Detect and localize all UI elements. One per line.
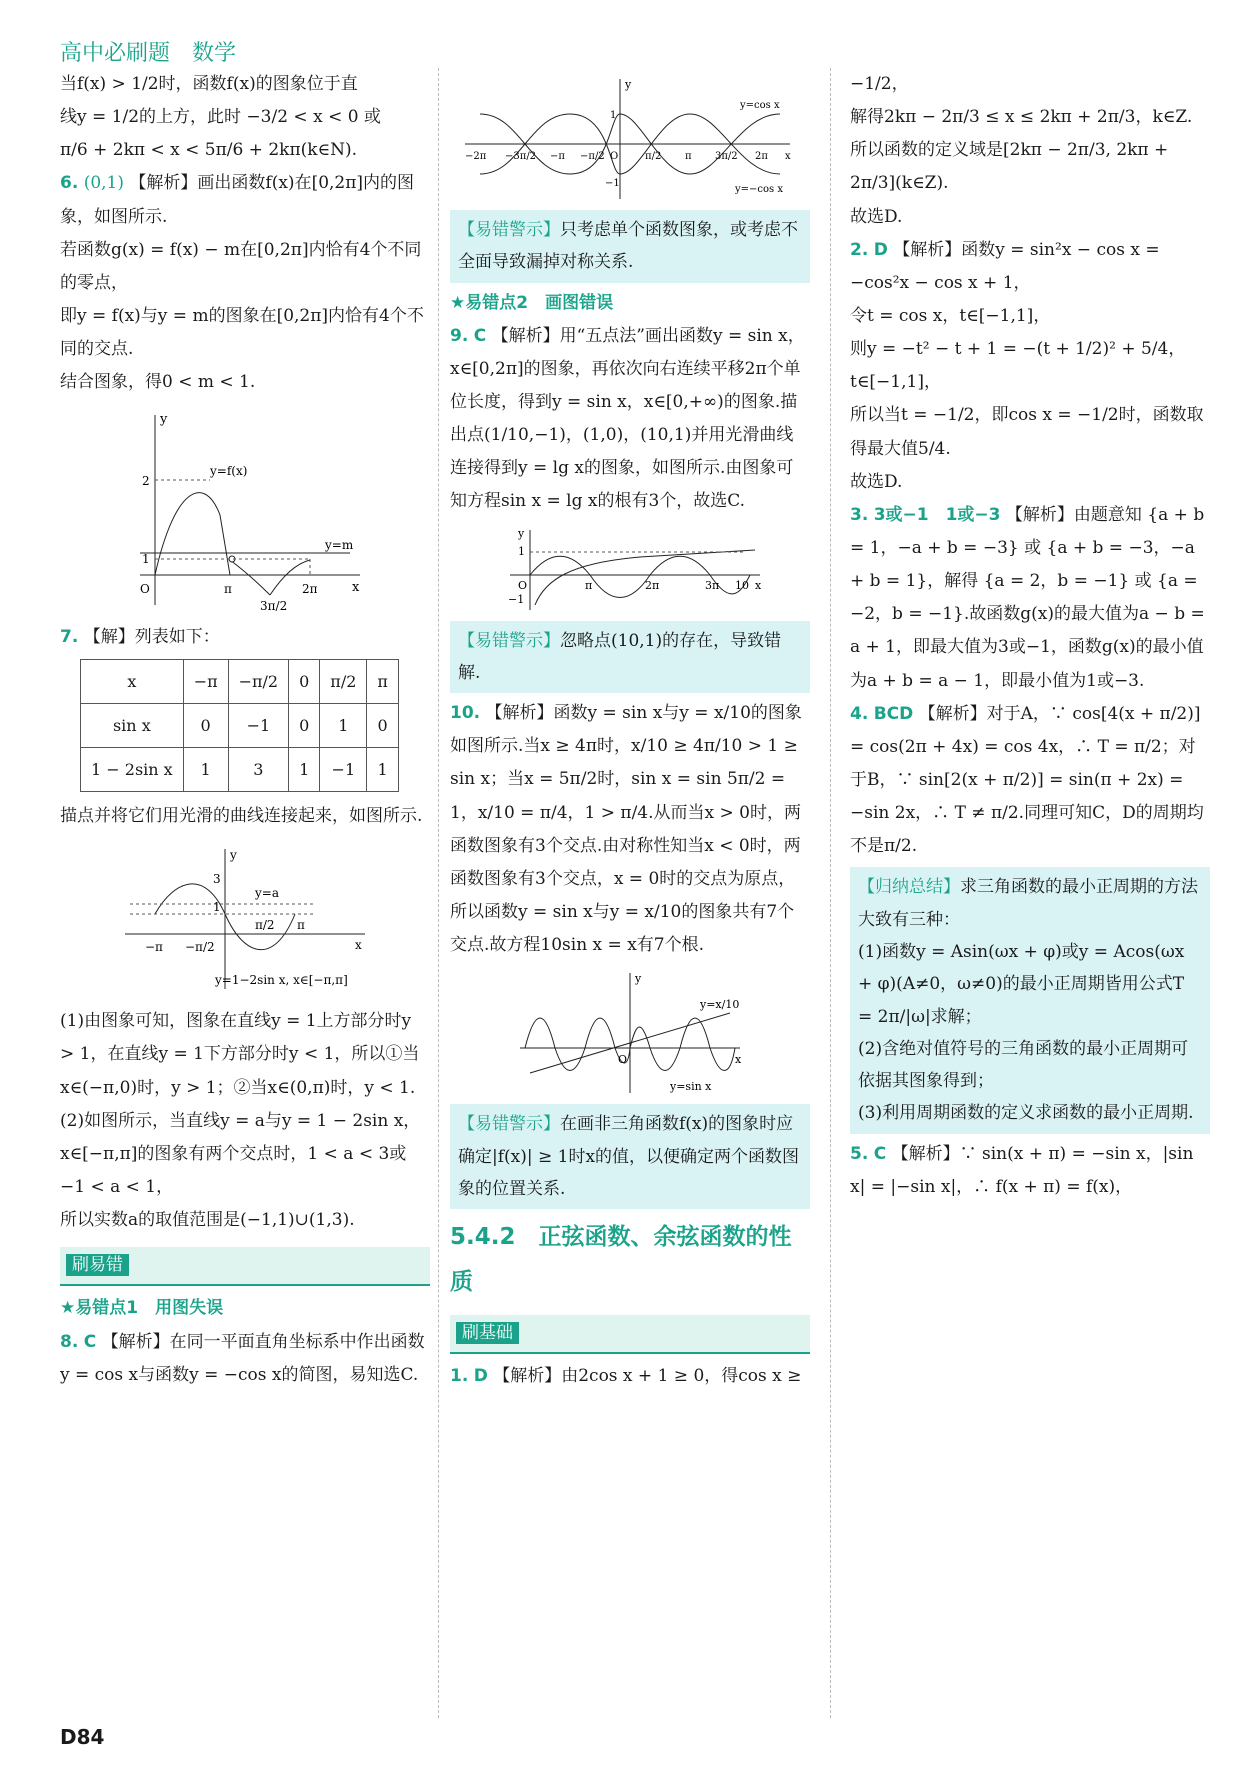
table-row	[81, 747, 399, 791]
solution-text: 【解析】对于A，∵ cos[4(x + π/2)] = cos(2π + 4x) = cos 4x，∴ T = π/2；对于B，∵ sin[2(x + π/2)] = sin(π + 2x) = −sin 2x，∴ T ≠ π/2.同理可知C，D的周期均不是π/2.	[850, 703, 1204, 857]
figure-q7-graph	[115, 839, 375, 999]
question-2	[850, 234, 1210, 300]
question-number: 9.	[450, 325, 469, 346]
answer: BCD	[873, 703, 914, 724]
text-line: 线y = 1/2的上方，此时 −3/2 < x < 0 或	[60, 107, 381, 128]
curve-label: y=f(x)	[210, 464, 248, 479]
tick-label: π	[224, 582, 232, 597]
axis-label: y	[625, 78, 632, 91]
question-10	[450, 697, 810, 962]
solution-text: 【解析】画出函数f(x)在[0,2π]内的图象，如图所示.	[60, 173, 415, 227]
text-line: 即y = f(x)与y = m的图象在[0,2π]内恰有4个不同的交点.	[60, 305, 424, 360]
tick-label: π	[297, 918, 305, 933]
column-1	[60, 68, 430, 1392]
table-cell: π	[367, 659, 399, 703]
warning-box	[450, 1104, 810, 1209]
text-line: 则y = −t² − t + 1 = −(t + 1/2)² + 5/4，t∈[−1,1]，	[850, 339, 1186, 393]
origin-label: O	[618, 1053, 628, 1067]
axis-label: x	[735, 1053, 742, 1067]
solution-text: 【解析】用“五点法”画出函数y = sin x，x∈[0,2π]的图象，再依次向右连续平移2π个单位长度，得到y = sin x，x∈[0,+∞)的图象.描出点(1/10,−1)，(1,0)，(10,1)并用光滑曲线连接得到y = lg x的图象，如图所示.由图象可知方程sin x = lg x的根有3个，故选C.	[450, 325, 805, 512]
tick-label: 3π/2	[715, 151, 738, 162]
solution-text: 【解析】由题意知 {a + b = 1，−a + b = −3} 或 {a + b = −3，−a + b = 1}，解得 {a = 2，b = −1} 或 {a = −2，b = −1}.故函数g(x)的最大值为a − b = a + 1，即最大值为3或−1，函数g(x)的最小值为a + b = a − 1，即最小值为1或−3.	[850, 504, 1205, 691]
tick-label: 1	[213, 900, 221, 915]
answer: 3或−1 1或−3	[873, 504, 1001, 525]
box-tag: 【易错警示】	[458, 220, 560, 240]
question-3	[850, 499, 1210, 698]
table-cell: 0	[367, 703, 399, 747]
section-label: 刷基础	[456, 1322, 519, 1344]
table-cell: 3	[228, 747, 289, 791]
tick-label: −1	[605, 178, 620, 189]
question-number: 6.	[60, 173, 79, 194]
tick-label: 10	[735, 578, 749, 592]
origin-label: O	[518, 578, 528, 592]
box-text: (1)函数y = Asin(ωx + φ)或y = Acos(ωx + φ)(A≠0，ω≠0)的最小正周期皆用公式T = 2π/|ω|求解；	[858, 941, 1185, 1027]
text-line: π/6 + 2kπ < x < 5π/6 + 2kπ(k∈N).	[60, 140, 358, 161]
summary-box	[850, 867, 1210, 1133]
line-label: y=m	[325, 538, 354, 553]
text-line: 故选D.	[850, 471, 903, 492]
tick-label: π	[685, 151, 692, 162]
line-label: y=x/10	[700, 998, 740, 1012]
table-row	[81, 659, 399, 703]
question-number: 4.	[850, 703, 869, 724]
tick-label: −π/2	[185, 940, 215, 955]
text-line: (2)如图所示，当直线y = a与y = 1 − 2sin x，x∈[−π,π]的图象有两个交点时，1 < a < 3或−1 < a < 1，	[60, 1110, 421, 1197]
table-cell: 1	[183, 747, 228, 791]
page-number: D84	[60, 1725, 105, 1749]
question-1	[450, 1360, 810, 1393]
curve-label: y=cos x	[740, 100, 780, 111]
text-line: 描点并将它们用光滑的曲线连接起来，如图所示.	[60, 806, 423, 827]
tick-label: 3π/2	[260, 599, 288, 614]
tick-label: −2π	[465, 151, 487, 162]
tick-label: 2	[142, 474, 150, 489]
figure-q8-graph	[460, 74, 800, 204]
text-line: 当f(x) > 1/2时，函数f(x)的图象位于直	[60, 74, 358, 94]
text-line: 所以当t = −1/2，即cos x = −1/2时，函数取得最大值5/4.	[850, 405, 1204, 459]
text-line: 所以实数a的取值范围是(−1,1)∪(1,3).	[60, 1210, 355, 1231]
table-cell: 1	[367, 747, 399, 791]
curve-label: y=sin x	[670, 1080, 712, 1094]
question-5	[850, 1138, 1210, 1204]
tick-label: −1	[508, 592, 525, 606]
box-text: 只考虑单个函数图象，或考虑不全面导致漏掉对称关系.	[458, 220, 798, 273]
tick-label: −π	[145, 940, 163, 955]
table-row	[81, 703, 399, 747]
table-cell: 1 − 2sin x	[81, 747, 184, 791]
table-cell: sin x	[81, 703, 184, 747]
curve-label: y=−cos x	[735, 184, 783, 195]
table-cell: x	[81, 659, 184, 703]
section-title: 5.4.2 正弦函数、余弦函数的性质	[450, 1224, 792, 1296]
question-number: 5.	[850, 1143, 869, 1164]
column-divider	[830, 68, 831, 1718]
question-number: 2.	[850, 239, 869, 260]
solution-text: 【解析】函数y = sin x与y = x/10的图象如图所示.当x ≥ 4π时，x/10 ≥ 4π/10 > 1 ≥ sin x；当x = 5π/2时，sin x = sin 5π/2 = 1，x/10 = π/4，1 > π/4.从而当x > 0时，两函数图象有3个交点.由对称性知当x < 0时，两函数图象有3个交点，x = 0时的交点为原点，所以函数y = sin x与y = x/10的图象共有7个交点.故方程10sin x = x有7个根.	[450, 703, 802, 956]
line-label: y=a	[255, 886, 279, 901]
tick-label: −π	[550, 151, 565, 162]
text-line: 结合图象，得0 < m < 1.	[60, 372, 256, 393]
text-line: 若函数g(x) = f(x) − m在[0,2π]内恰有4个不同的零点，	[60, 239, 422, 293]
solution-text: 【解】列表如下：	[83, 627, 220, 648]
figure-caption: y=1−2sin x, x∈[−π,π]	[215, 973, 348, 988]
text-line: 解得2kπ − 2π/3 ≤ x ≤ 2kπ + 2π/3，k∈Z.	[850, 107, 1193, 128]
figure-q9-graph	[490, 525, 770, 615]
answer: (0,1)	[83, 173, 125, 194]
origin-label: O	[610, 151, 619, 162]
tick-label: 3π	[705, 578, 720, 592]
solution-text: 【解析】在同一平面直角坐标系中作出函数y = cos x与函数y = −cos x的简图，易知选C.	[60, 1331, 425, 1385]
warning-box	[450, 210, 810, 283]
answer: C	[83, 1331, 97, 1352]
table-cell: 0	[289, 659, 320, 703]
text-line: 令t = cos x，t∈[−1,1]，	[850, 305, 1051, 326]
box-text: (2)含绝对值符号的三角函数的最小正周期可依据其图象得到；	[858, 1038, 1189, 1092]
box-tag: 【易错警示】	[458, 630, 560, 651]
column-2	[450, 68, 810, 1393]
tick-label: 3	[213, 872, 221, 887]
tick-label: 1	[142, 552, 150, 567]
solution-text: 【解析】∵ sin(x + π) = −sin x，|sin x| = |−sin x|，∴ f(x + π) = f(x)，	[850, 1143, 1194, 1197]
section-strip	[450, 1315, 810, 1354]
question-number: 8.	[60, 1331, 79, 1352]
question-7	[60, 621, 430, 654]
box-tag: 【易错警示】	[458, 1114, 560, 1135]
error-point-heading: ★易错点1 用图失误	[60, 1298, 224, 1319]
text-line: 故选D.	[850, 206, 903, 227]
axis-label: y	[230, 848, 237, 863]
table-cell: −1	[228, 703, 289, 747]
figure-q10-graph	[510, 968, 750, 1098]
table-cell: 0	[183, 703, 228, 747]
tick-label: 2π	[645, 578, 660, 592]
text-line: −1/2，	[850, 74, 909, 94]
question-8	[60, 1326, 430, 1392]
tick-label: 1	[518, 544, 525, 558]
tick-label: π	[585, 578, 593, 592]
table-cell: 1	[320, 703, 367, 747]
value-table	[80, 659, 399, 793]
axis-label: x	[352, 580, 360, 596]
box-text: 在画非三角函数f(x)的图象时应确定|f(x)| ≥ 1时x的值，以便确定两个函数图象的位置关系.	[458, 1114, 800, 1199]
question-number: 10.	[450, 703, 481, 724]
question-6	[60, 167, 430, 233]
table-cell: 0	[289, 703, 320, 747]
question-number: 7.	[60, 627, 79, 648]
answer: C	[873, 1143, 887, 1164]
axis-label: x	[785, 151, 791, 162]
table-cell: −π	[183, 659, 228, 703]
answer: C	[473, 325, 487, 346]
axis-label: x	[355, 938, 362, 953]
axis-label: x	[755, 578, 762, 592]
origin-label: O	[140, 582, 150, 597]
answer: D	[473, 1366, 488, 1387]
box-text: 求三角函数的最小正周期的方法大致有三种：	[858, 877, 1198, 930]
curve-sine	[155, 493, 230, 575]
error-point-heading: ★易错点2 画图错误	[450, 292, 614, 313]
question-number: 3.	[850, 504, 869, 525]
answer: D	[873, 239, 888, 260]
page-header: 高中必刷题 数学	[60, 41, 237, 66]
box-text: 忽略点(10,1)的存在，导致错解.	[458, 630, 782, 683]
box-text: (3)利用周期函数的定义求函数的最小正周期.	[858, 1103, 1194, 1124]
section-strip	[60, 1247, 430, 1286]
figure-q6-graph	[120, 405, 370, 615]
warning-box	[450, 621, 810, 694]
text-line: 所以函数的定义域是[2kπ − 2π/3, 2kπ + 2π/3](k∈Z).	[850, 140, 1169, 194]
axis-label: y	[160, 412, 168, 428]
curve-abs-cos	[230, 560, 310, 595]
tick-label: 2π	[302, 582, 318, 597]
solution-text: 【解析】函数y = sin²x − cos x = −cos²x − cos x + 1，	[850, 239, 1160, 293]
question-number: 1.	[450, 1366, 469, 1387]
solution-text: 【解析】由2cos x + 1 ≥ 0，得cos x ≥	[493, 1366, 802, 1387]
tick-label: 1	[610, 110, 617, 121]
table-cell: −1	[320, 747, 367, 791]
table-cell: −π/2	[228, 659, 289, 703]
column-divider	[438, 68, 439, 1718]
text-line: (1)由图象可知，图象在直线y = 1上方部分时y > 1，在直线y = 1下方部分时y < 1，所以①当x∈(−π,0)时，y > 1；②当x∈(0,π)时，y < 1.	[60, 1011, 420, 1098]
curve-lg	[535, 550, 755, 605]
table-cell: 1	[289, 747, 320, 791]
axis-label: y	[518, 526, 525, 540]
tick-label: −3π/2	[505, 151, 537, 162]
tick-label: π/2	[645, 151, 662, 162]
tick-label: π/2	[255, 918, 275, 933]
question-4	[850, 698, 1210, 864]
section-label: 刷易错	[66, 1254, 129, 1276]
tick-label: 2π	[755, 151, 768, 162]
table-cell: π/2	[320, 659, 367, 703]
column-3	[850, 68, 1210, 1204]
question-9	[450, 320, 810, 519]
tick-label: −π/2	[580, 151, 605, 162]
box-tag: 【归纳总结】	[858, 877, 960, 898]
axis-label: y	[635, 972, 642, 986]
